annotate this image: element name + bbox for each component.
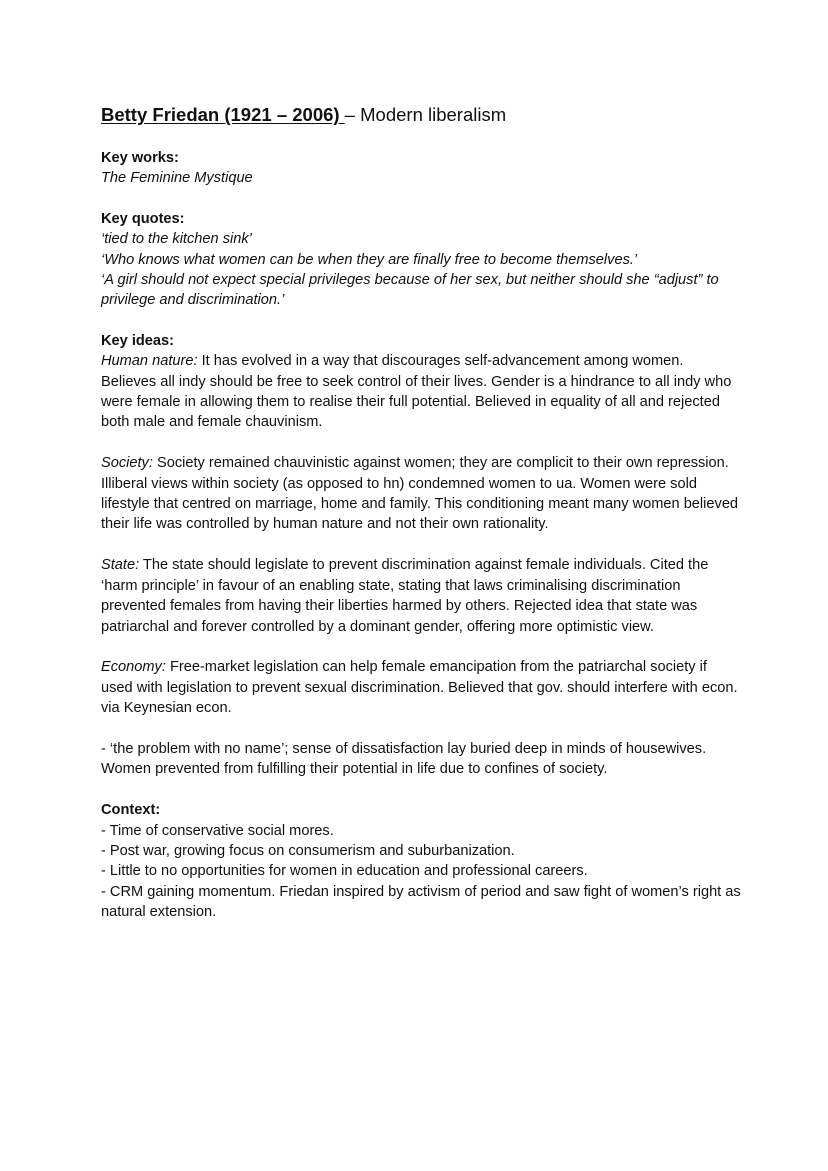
idea-state [101, 555, 741, 637]
context-heading: Context: [101, 802, 161, 819]
quote-item: ‘A girl should not expect special privileges because of her sex, but neither should she “adjust” to privilege and discrimination.’ [101, 272, 719, 309]
context-item: - Post war, growing focus on consumerism and suburbanization. [101, 842, 515, 859]
idea-economy [101, 657, 741, 718]
quote-item: ‘tied to the kitchen sink’ [101, 231, 252, 248]
key-quotes-heading: Key quotes: [101, 210, 185, 227]
idea-lead: State: [101, 557, 140, 574]
idea-lead: Society: [101, 455, 153, 472]
title-subtitle: – Modern liberalism [344, 104, 507, 125]
context-item: - Time of conservative social mores. [101, 822, 334, 839]
context-item: - Little to no opportunities for women in education and professional careers. [101, 863, 588, 880]
key-work-item: The Feminine Mystique [101, 170, 253, 187]
key-works-section [101, 148, 741, 189]
key-ideas-section [101, 331, 741, 780]
key-works-heading: Key works: [101, 150, 179, 166]
idea-text: Free-market legislation can help female emancipation from the patriarchal society if used with legislation to prevent sexual discrimination. Believed that gov. should interfere with econ. via Keynesian econ. [101, 659, 738, 717]
idea-lead: Human nature: [101, 353, 198, 370]
key-quotes-section [101, 209, 741, 311]
quote-item: ‘Who knows what women can be when they are finally free to become themselves.’ [101, 251, 638, 268]
context-item: - CRM gaining momentum. Friedan inspired by activism of period and saw fight of women’s right as natural extension. [101, 883, 741, 921]
page-title [101, 103, 741, 127]
document-page [101, 103, 741, 943]
idea-text: Society remained chauvinistic against women; they are complicit to their own repression. Illiberal views within society (as opposed to hn) condemned women to ua. Women were sold lifestyle that centred on marriage, home and family. This conditioning meant many women believed their life was controlled by human nature and not their own rationality. [101, 455, 739, 533]
idea-text: The state should legislate to prevent discrimination against female individuals. Cited the ‘harm principle’ in favour of an enabling state, stating that laws criminalising discrimination prevented females from having their liberties harmed by others. Rejected idea that state was patriarchal and forever controlled by a dominant gender, offering more optimistic view. [101, 557, 709, 635]
idea-text: It has evolved in a way that discourages self-advancement among women. Believes all indy should be free to seek control of their lives. Gender is a hindrance to all indy who were female in allowing them to realise their full potential. Believed in equality of all and rejected both male and female chauvinism. [101, 353, 732, 431]
context-section [101, 800, 741, 922]
idea-text: - ‘the problem with no name’; sense of dissatisfaction lay buried deep in minds of housewives. Women prevented from fulfilling their potential in life due to confines of society. [101, 740, 707, 778]
title-main: Betty Friedan (1921 – 2006) [101, 104, 345, 125]
key-ideas-heading: Key ideas: [101, 332, 175, 349]
idea-problem-no-name [101, 739, 741, 780]
idea-society [101, 453, 741, 535]
idea-human-nature [101, 351, 741, 433]
idea-lead: Economy: [101, 659, 166, 676]
